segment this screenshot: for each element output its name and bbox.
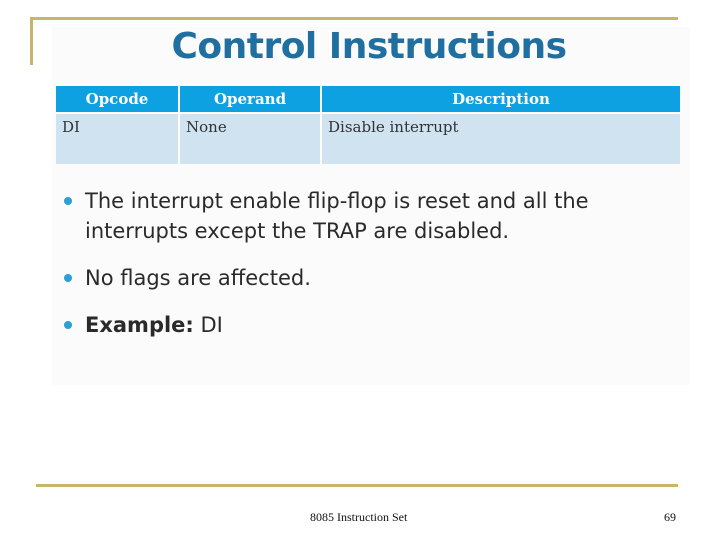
page-number: 69 [664,510,676,524]
bullet-list [64,186,664,357]
bullet-dot-icon [64,321,72,329]
frame-bottom-rule [36,484,678,487]
frame-top-rule [30,17,678,20]
slide-title: Control Instructions [171,26,567,67]
bullet-text: DI [193,313,223,337]
bullet-text: No flags are affected. [85,266,311,290]
bullet-item [64,310,664,340]
bullet-bold-label: Example: [85,313,194,337]
bullet-dot-icon [64,274,72,282]
table-header-row [56,86,680,113]
header-description: Description [321,86,680,113]
header-operand: Operand [179,86,321,113]
header-opcode: Opcode [56,86,179,113]
instruction-table [56,86,680,164]
cell-opcode: DI [56,113,179,164]
bullet-item [64,186,664,246]
table-row [56,113,680,164]
footer-title: 8085 Instruction Set [310,510,408,524]
bullet-text: The interrupt enable flip-flop is reset and all the interrupts except the TRAP are disabled. [85,189,589,243]
bullet-item [64,263,664,293]
cell-description: Disable interrupt [321,113,680,164]
cell-operand: None [179,113,321,164]
bullet-dot-icon [64,197,72,205]
